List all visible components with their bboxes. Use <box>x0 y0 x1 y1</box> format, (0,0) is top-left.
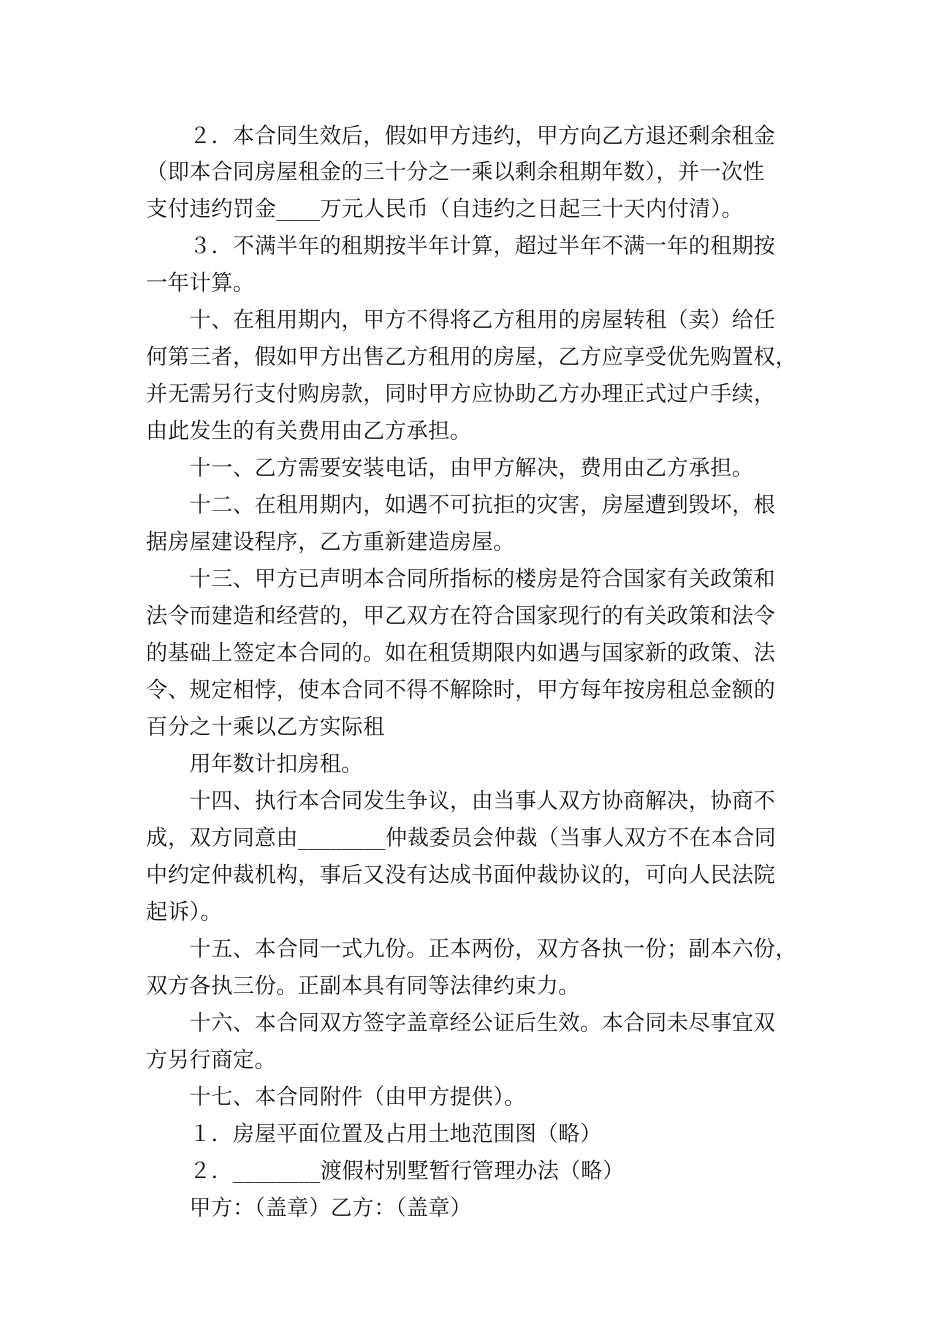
text-line: 法令而建造和经营的，甲乙双方在符合国家现行的有关政策和法令 <box>146 604 776 629</box>
text-line: 十四、执行本合同发生争议，由当事人双方协商解决，协商不 <box>146 789 776 814</box>
text-line: 支付违约罚金____万元人民币（自违约之日起三十天内付清）。 <box>146 197 744 222</box>
text-line: 双方各执三份。正副本具有同等法律约束力。 <box>146 974 581 999</box>
text-line: 十、在租用期内，甲方不得将乙方租用的房屋转租（卖）给任 <box>146 308 776 333</box>
text-line: 十一、乙方需要安装电话，由甲方解决，费用由乙方承担。 <box>146 456 754 481</box>
text-line: （即本合同房屋租金的三十分之一乘以剩余租期年数），并一次性 <box>146 160 765 185</box>
text-line: 百分之十乘以乙方实际租 <box>146 715 385 740</box>
text-line: 起诉）。 <box>146 900 223 925</box>
text-line: 十二、在租用期内，如遇不可抗拒的灾害，房屋遭到毁坏，根 <box>146 493 776 518</box>
text-line: 中约定仲裁机构，事后又没有达成书面仲裁协议的，可向人民法院 <box>146 863 776 888</box>
text-line: 十三、甲方已声明本合同所指标的楼房是符合国家有关政策和 <box>146 567 776 592</box>
text-line: 十七、本合同附件（由甲方提供）。 <box>146 1085 526 1110</box>
text-line: １．房屋平面位置及占用土地范围图（略） <box>146 1122 602 1147</box>
text-line: 一年计算。 <box>146 271 255 296</box>
text-line: ２．________渡假村别墅暂行管理办法（略） <box>146 1159 625 1184</box>
text-line: 的基础上签定本合同的。如在租赁期限内如遇与国家新的政策、法 <box>146 641 776 666</box>
text-line: 十六、本合同双方签字盖章经公证后生效。本合同未尽事宜双 <box>146 1011 776 1036</box>
text-line: 十五、本合同一式九份。正本两份，双方各执一份；副本六份， <box>146 937 798 962</box>
text-line: ３．不满半年的租期按半年计算，超过半年不满一年的租期按 <box>146 234 776 259</box>
text-line: 据房屋建设程序，乙方重新建造房屋。 <box>146 530 515 555</box>
text-line: 令、规定相悖，使本合同不得不解除时，甲方每年按房租总金额的 <box>146 678 776 703</box>
text-line: 方另行商定。 <box>146 1048 277 1073</box>
text-line: 何第三者，假如甲方出售乙方租用的房屋，乙方应享受优先购置权， <box>146 345 798 370</box>
text-line: 并无需另行支付购房款，同时甲方应协助乙方办理正式过户手续， <box>146 382 776 407</box>
text-line: ２．本合同生效后，假如甲方违约，甲方向乙方退还剩余租金 <box>146 124 776 149</box>
signature-line: 甲方：（盖章）乙方：（盖章） <box>146 1196 472 1221</box>
text-line: 用年数计扣房租。 <box>146 752 364 777</box>
text-line: 成，双方同意由________仲裁委员会仲裁（当事人双方不在本合同 <box>146 826 777 851</box>
text-line: 由此发生的有关费用由乙方承担。 <box>146 419 472 444</box>
